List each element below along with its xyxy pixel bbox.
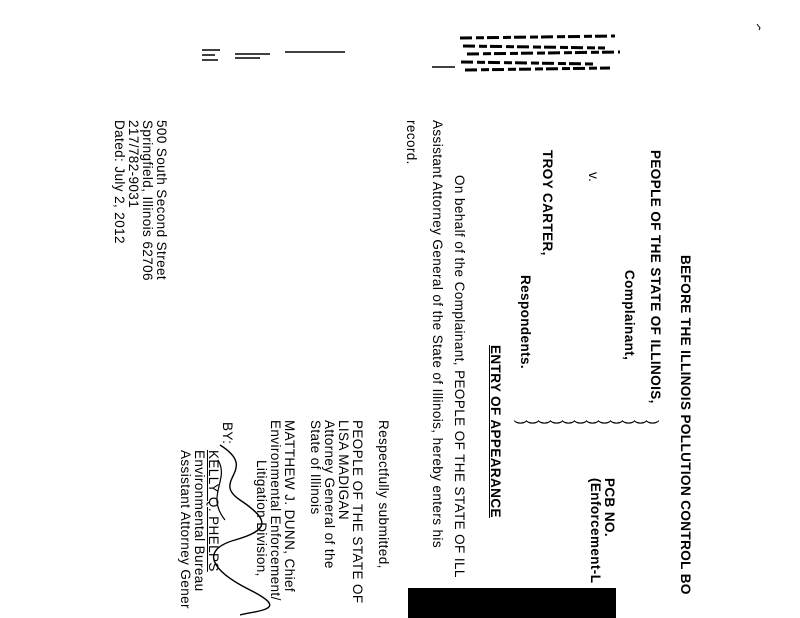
sig-line-5: MATTHEW J. DUNN, Chief bbox=[282, 420, 297, 593]
versus-label: v. bbox=[586, 172, 601, 183]
court-heading: BEFORE THE ILLINOIS POLLUTION CONTROL BO bbox=[678, 255, 693, 595]
complainant-label: Complainant, bbox=[622, 270, 637, 361]
document-title: ENTRY OF APPEARANCE bbox=[488, 345, 503, 518]
signer-name: KELLY Q. PHELPS bbox=[206, 450, 221, 572]
body-line-1: On behalf of the Complainant, PEOPLE OF THE STATE OF ILL bbox=[452, 175, 467, 578]
stamp-scribble bbox=[455, 28, 625, 83]
address-phone: 217/782-9031 bbox=[126, 120, 141, 209]
dated-line: Dated: July 2, 2012 bbox=[112, 120, 127, 244]
handwritten-signature bbox=[200, 440, 280, 618]
black-corner-block bbox=[408, 588, 616, 618]
closing: Respectfully submitted, bbox=[376, 420, 391, 569]
filing-marks bbox=[200, 44, 350, 66]
sig-line-1: PEOPLE OF THE STATE OF bbox=[350, 420, 365, 604]
sig-line-4: State of Illinois bbox=[308, 420, 323, 515]
sig-line-7: Litigation Division, bbox=[254, 460, 269, 577]
sig-line-3: Attorney General of the bbox=[322, 420, 337, 569]
rotated-document: BEFORE THE ILLINOIS POLLUTION CONTROL BO PEOPLE OF THE STATE OF ILLINOIS, Complainant, v. TROY CARTER, Respondents. ) ) ) ) ) ) ) ) ) ) ) ) PCB NO. (Enforcement-L ENTRY OF APPEARANCE On behalf of the Complainant, PEOPLE OF THE STATE OF ILL Assistant Attorney General of the State of Illinois, hereby enters his record. Respectfully submitted, PEOPLE OF THE STATE OF LISA MADIGAN Attorney General of the State of Illinois MATTHEW J. DUNN, Chief Environmental Enforcement/ Litigation Division, BY: KELLY Q. PHELPS Environmental Bureau Assistant Attorney Gener 500 South Second Street Springfield, Illinois 62706 217/782-9031 Dated: July 2, 2012 bbox=[0, 0, 800, 618]
sig-line-2: LISA MADIGAN bbox=[336, 420, 351, 521]
respondents-label: Respondents. bbox=[518, 275, 533, 370]
by-label: BY: bbox=[220, 422, 235, 445]
address-city: Springfield, Illinois 62706 bbox=[140, 120, 155, 281]
defendant-name: TROY CARTER, bbox=[540, 150, 555, 256]
signer-title: Assistant Attorney Gener bbox=[178, 450, 193, 609]
case-type: (Enforcement-L bbox=[588, 478, 603, 584]
plaintiff-name: PEOPLE OF THE STATE OF ILLINOIS, bbox=[648, 150, 663, 404]
noise-dot bbox=[755, 22, 765, 32]
address-street: 500 South Second Street bbox=[154, 120, 169, 281]
signer-dept: Environmental Bureau bbox=[192, 450, 207, 592]
body-line-2: Assistant Attorney General of the State of Illinois, hereby enters his bbox=[430, 120, 445, 548]
sig-line-6: Environmental Enforcement/ bbox=[268, 420, 283, 601]
small-dash-mark bbox=[430, 62, 460, 72]
body-line-3: record. bbox=[404, 120, 419, 165]
case-number: PCB NO. bbox=[602, 478, 617, 538]
